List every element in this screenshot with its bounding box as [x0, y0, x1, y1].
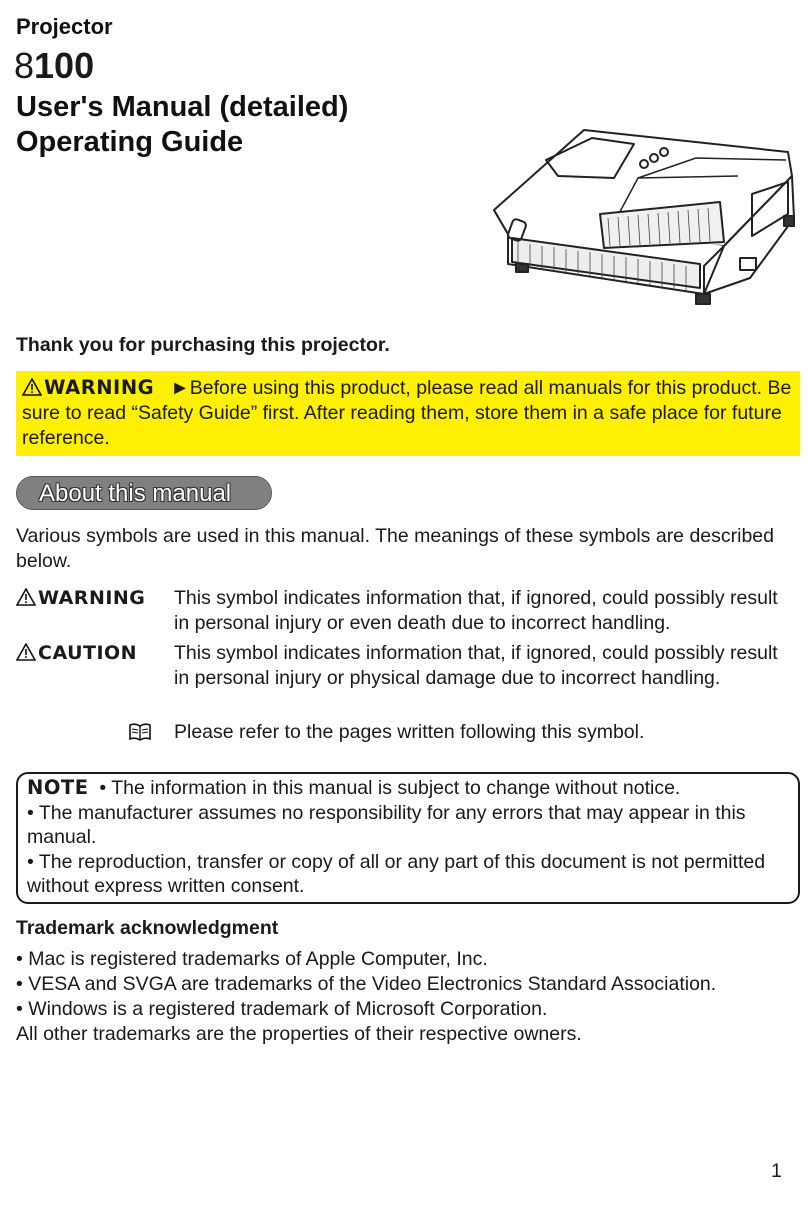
trademark-item: All other trademarks are the properties of their respective owners. [16, 1023, 582, 1045]
warning-box [16, 371, 800, 456]
note-label: NOTE [27, 776, 89, 799]
note-item: • The manufacturer assumes no responsibility for any errors that may appear in this manual. [27, 801, 746, 848]
trademark-item: • VESA and SVGA are trademarks of the Video Electronics Standard Association. [16, 973, 717, 995]
page-title: User's Manual (detailed) [16, 91, 349, 123]
warning-label-text: WARNING [44, 376, 155, 399]
trademark-list [16, 947, 806, 1047]
warning-triangle-icon [16, 588, 36, 606]
trademark-heading: Trademark acknowledgment [16, 917, 279, 939]
caution-symbol-label [16, 641, 137, 666]
model-number [14, 44, 94, 88]
caution-triangle-icon [16, 643, 36, 661]
trademark-item: • Windows is a registered trademark of Microsoft Corporation. [16, 998, 548, 1020]
warning-symbol-description: This symbol indicates information that, if ignored, could possibly result in personal injury or even death due to incorrect handling. [174, 587, 778, 634]
book-icon [128, 722, 152, 742]
warning-triangle-icon [22, 378, 42, 396]
warning-text: Before using this product, please read all manuals for this product. Be sure to read “Safety Guide” first. After reading them, store them in a safe place for future reference. [22, 377, 792, 449]
model-number-value: 100 [34, 45, 95, 86]
trademark-item: • Mac is registered trademarks of Apple Computer, Inc. [16, 948, 488, 970]
arrow-icon: ► [170, 377, 190, 399]
product-type: Projector [16, 14, 113, 39]
section-heading-pill [16, 476, 272, 510]
model-prefix: 8 [14, 45, 35, 86]
warning-symbol-text: WARNING [38, 587, 146, 609]
page-subtitle: Operating Guide [16, 126, 244, 158]
warning-symbol-label [16, 586, 145, 611]
page-number: 1 [771, 1160, 782, 1182]
thanks-text: Thank you for purchasing this projector. [16, 334, 390, 356]
section-heading: About this manual [39, 480, 232, 507]
caution-symbol-text: CAUTION [38, 642, 138, 664]
note-item: • The reproduction, transfer or copy of all or any part of this document is not permitted without express written consent. [27, 850, 766, 897]
warning-label [22, 376, 154, 399]
reference-symbol-description: Please refer to the pages written following this symbol. [174, 721, 645, 743]
note-item: • The information in this manual is subject to change without notice. [99, 777, 681, 799]
projector-illustration [488, 118, 804, 310]
note-box [16, 772, 800, 904]
caution-symbol-description: This symbol indicates information that, if ignored, could possibly result in personal injury or physical damage due to incorrect handling. [174, 642, 778, 689]
symbols-intro: Various symbols are used in this manual. The meanings of these symbols are described below. [16, 525, 774, 572]
